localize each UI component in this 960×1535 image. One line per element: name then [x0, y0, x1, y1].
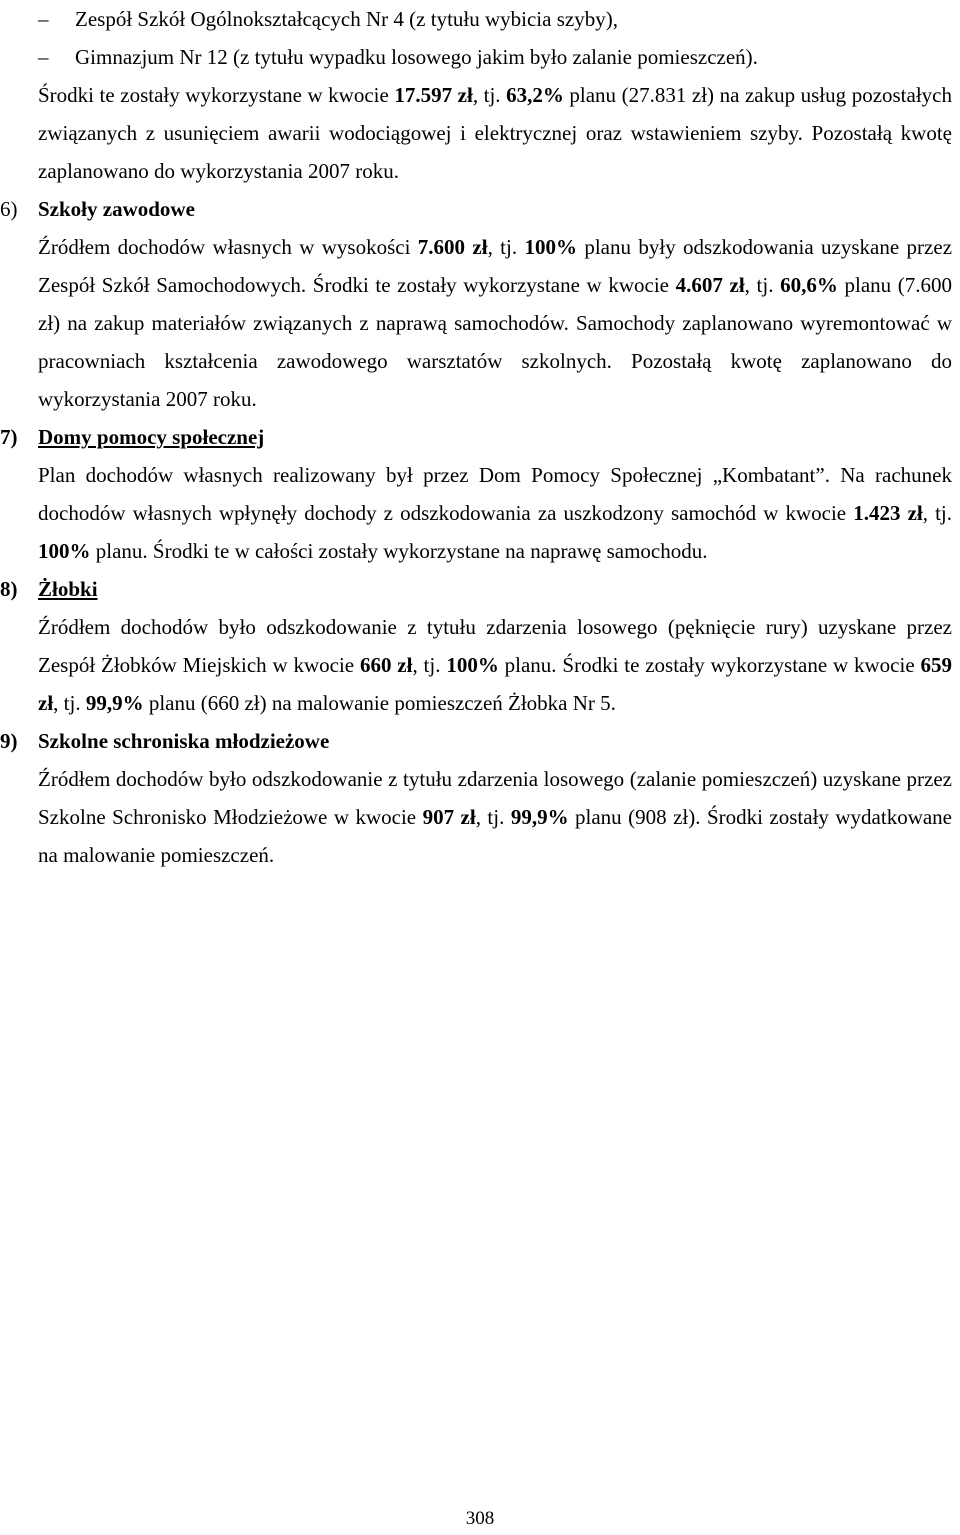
- section-heading-8: [0, 570, 960, 608]
- percentage: 60,6%: [780, 273, 838, 297]
- amount: 1.423 zł: [853, 501, 923, 525]
- page-number: 308: [465, 1508, 495, 1529]
- paragraph-section-7: [38, 456, 952, 570]
- section-number: 9): [0, 729, 18, 753]
- percentage: 63,2%: [506, 83, 564, 107]
- amount: 660 zł: [359, 653, 413, 677]
- text-run: , tj.: [472, 83, 507, 107]
- section-heading-6: [0, 190, 960, 228]
- text-run: , tj.: [487, 235, 525, 259]
- list-item-text: Zespół Szkół Ogólnokształcących Nr 4 (z tytułu wybicia szyby),: [75, 7, 618, 31]
- text-run: , tj.: [922, 501, 953, 525]
- section-title: Domy pomocy społecznej: [38, 425, 265, 449]
- text-run: planu (660 zł) na malowanie pomieszczeń Żłobka Nr 5.: [143, 691, 616, 715]
- list-item: [0, 0, 960, 38]
- dash-marker: –: [38, 45, 49, 69]
- text-run: Środki te zostały wykorzystane w kwocie: [38, 83, 395, 107]
- section-title: Szkolne schroniska młodzieżowe: [38, 729, 330, 753]
- list-item: [0, 38, 960, 76]
- text-run: planu były odszkodowania uzyskane przez Zespół Szkół Samochodowych. Środki te zostały wykorzystane w kwocie: [38, 235, 953, 297]
- section-number: 8): [0, 577, 18, 601]
- text-run: planu. Środki te zostały wykorzystane w kwocie: [498, 653, 921, 677]
- paragraph-intro: [38, 76, 952, 190]
- text-run: Źródłem dochodów było odszkodowanie z tytułu zdarzenia losowego (zalanie pomieszczeń) uzyskane przez Szkolne Schronisko Młodzieżowe w kwocie: [38, 767, 952, 829]
- percentage: 100%: [38, 539, 91, 563]
- amount: 907 zł: [422, 805, 476, 829]
- section-number: 7): [0, 425, 18, 449]
- amount: 17.597 zł: [394, 83, 473, 107]
- text-run: , tj.: [744, 273, 781, 297]
- text-run: planu (908 zł). Środki zostały wydatkowane na malowanie pomieszczeń.: [38, 805, 953, 867]
- amount: 659 zł: [38, 653, 952, 715]
- section-title: Żłobki: [38, 577, 98, 601]
- percentage: 99,9%: [85, 691, 144, 715]
- percentage: 99,9%: [510, 805, 569, 829]
- text-run: , tj.: [475, 805, 511, 829]
- section-number: 6): [0, 197, 18, 221]
- amount: 4.607 zł: [675, 273, 745, 297]
- paragraph-section-8: [38, 608, 952, 722]
- dash-marker: –: [38, 7, 49, 31]
- list-item-text: Gimnazjum Nr 12 (z tytułu wypadku losowego jakim było zalanie pomieszczeń).: [75, 45, 758, 69]
- amount: 7.600 zł: [417, 235, 488, 259]
- percentage: 100%: [524, 235, 577, 259]
- text-run: Źródłem dochodów własnych w wysokości: [38, 235, 418, 259]
- percentage: 100%: [446, 653, 499, 677]
- text-run: planu (27.831 zł) na zakup usług pozostałych związanych z usunięciem awarii wodociągowej i elektrycznej oraz wstawieniem szyby. Pozostałą kwotę zaplanowano do wykorzystania 2007 roku.: [38, 83, 952, 183]
- paragraph-section-9: [38, 760, 952, 874]
- section-heading-7: [0, 418, 960, 456]
- paragraph-section-6: [38, 228, 952, 418]
- section-heading-9: [0, 722, 960, 760]
- text-run: , tj.: [412, 653, 447, 677]
- text-run: planu. Środki te w całości zostały wykorzystane na naprawę samochodu.: [90, 539, 708, 563]
- text-run: , tj.: [53, 691, 86, 715]
- text-run: Źródłem dochodów było odszkodowanie z tytułu zdarzenia losowego (pęknięcie rury) uzyskane przez Zespół Żłobków Miejskich w kwocie: [38, 615, 952, 677]
- text-run: planu (7.600 zł) na zakup materiałów związanych z naprawą samochodów. Samochody zaplanowano wyremontować w pracowniach kształcenia zawodowego warsztatów szkolnych. Pozostałą kwotę zaplanowano do wykorzystania 2007 roku.: [38, 273, 953, 411]
- section-title: Szkoły zawodowe: [38, 197, 195, 221]
- text-run: Plan dochodów własnych realizowany był przez Dom Pomocy Społecznej „Kombatant”. Na rachunek dochodów własnych wpłynęły dochody z odszkodowania za uszkodzony samochód w kwocie: [38, 463, 952, 525]
